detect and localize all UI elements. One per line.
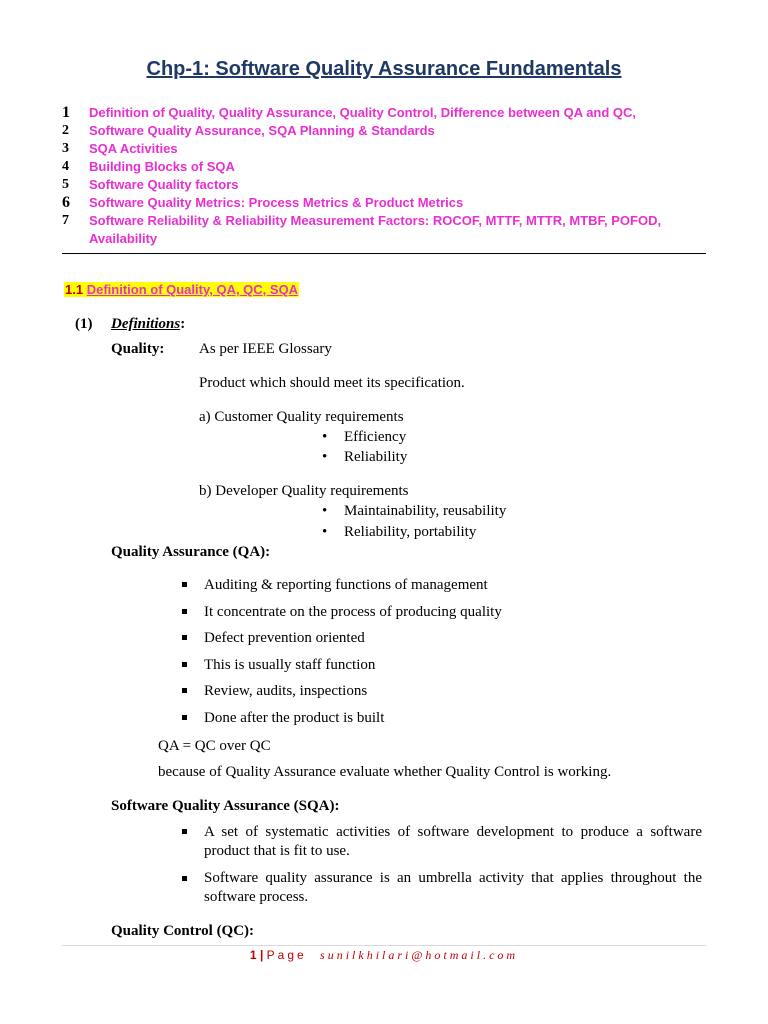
divider [62,253,706,254]
quality-line-2: Product which should meet its specification. [199,375,465,391]
toc-item [62,194,722,212]
bullet-dot: • [322,524,328,540]
toc-text: Software Quality Metrics: Process Metrics & Product Metrics [89,195,464,210]
square-bullet [182,876,187,881]
customer-requirements: a) Customer Quality requirements [199,409,404,425]
page-footer [0,948,768,963]
chapter-title [0,58,768,81]
developer-requirements: b) Developer Quality requirements [199,483,409,499]
toc-text: SQA Activities [89,141,178,156]
square-bullet [182,582,187,587]
quality-label: Quality: [111,341,165,357]
list-item: A set of systematic activities of software development to produce a software product that is fit to use. [204,824,702,859]
bullet-dot: • [322,449,328,465]
quality-line-1: As per IEEE Glossary [199,341,332,357]
list-item: It concentrate on the process of producing quality [204,604,502,620]
definitions-colon: : [180,316,186,332]
list-item: Efficiency [344,429,407,445]
toc-item [62,176,722,194]
toc-number: 2 [62,123,69,138]
footer-divider [62,945,706,946]
toc-number: 1 [62,104,70,121]
toc-number: 5 [62,177,69,192]
toc-text: Definition of Quality, Quality Assurance, Quality Control, Difference between QA and QC, [89,105,637,120]
table-of-contents [62,104,722,248]
toc-text: Software Reliability & Reliability Measurement Factors: ROCOF, MTTF, MTTR, MTBF, POFOD, Availability [89,213,662,246]
list-item: Reliability, portability [344,524,477,540]
footer-separator: | [259,948,264,962]
toc-item [62,104,722,122]
toc-item [62,158,722,176]
chapter-prefix: Chp-1 [146,58,204,80]
square-bullet [182,688,187,693]
list-item: Maintainability, reusability [344,503,507,519]
definitions-heading [111,315,185,333]
list-item: This is usually staff function [204,657,376,673]
qc-label: Quality Control (QC): [111,923,255,939]
qa-note: because of Quality Assurance evaluate whether Quality Control is working. [158,764,612,780]
section-heading [64,282,299,297]
square-bullet [182,609,187,614]
chapter-main-title: Software Quality Assurance Fundamentals [215,58,622,80]
author-email: sunilkhilari@hotmail.com [320,948,519,962]
bullet-dot: • [322,429,328,445]
toc-text: Software Quality factors [89,177,239,192]
qa-label: Quality Assurance (QA): [111,544,271,560]
chapter-sep: : [203,58,210,80]
definitions-label: Definitions [111,316,181,332]
toc-text: Software Quality Assurance, SQA Planning & Standards [89,123,435,138]
page-word: Page [266,948,307,962]
square-bullet [182,635,187,640]
list-item: Software quality assurance is an umbrella activity that applies throughout the software process. [204,870,702,905]
definitions-marker: (1) [75,316,93,332]
section-number: 1.1 [65,282,84,297]
toc-item [62,140,722,158]
toc-text: Building Blocks of SQA [89,159,235,174]
list-item: Reliability [344,449,408,465]
toc-item [62,212,722,248]
toc-number: 7 [62,213,69,228]
toc-number: 3 [62,141,69,156]
list-item: Review, audits, inspections [204,683,368,699]
toc-number: 6 [62,194,70,211]
list-item: Auditing & reporting functions of management [204,577,488,593]
square-bullet [182,715,187,720]
bullet-dot: • [322,503,328,519]
list-item: Defect prevention oriented [204,630,365,646]
square-bullet [182,662,187,667]
toc-item [62,122,722,140]
list-item: Done after the product is built [204,710,385,726]
sqa-label: Software Quality Assurance (SQA): [111,798,340,814]
page-number: 1 [249,948,257,962]
toc-number: 4 [62,159,69,174]
qa-formula: QA = QC over QC [158,738,271,754]
square-bullet [182,829,187,834]
section-title: Definition of Quality, QA, QC, SQA [86,282,299,297]
